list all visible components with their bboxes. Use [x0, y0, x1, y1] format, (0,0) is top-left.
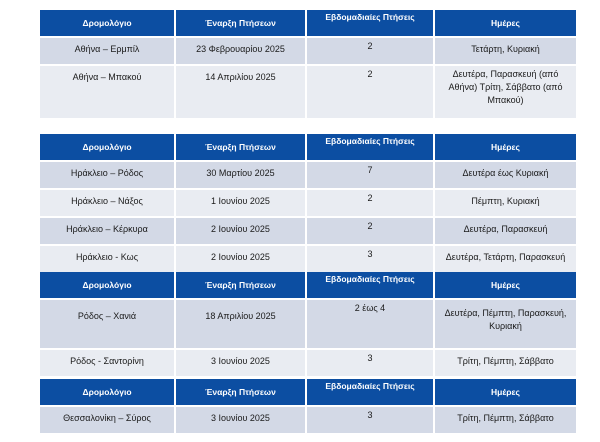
- start-cell: 2 Ιουνίου 2025: [176, 218, 305, 246]
- route-cell: Ηράκλειο - Κως: [40, 246, 174, 274]
- table-header-row: [40, 379, 576, 407]
- header-route: Δρομολόγιο: [40, 379, 174, 407]
- route-cell: Αθήνα – Μπακού: [40, 66, 174, 120]
- weekly-cell: 3: [307, 246, 433, 274]
- header-route: Δρομολόγιο: [40, 272, 174, 300]
- table-header-row: [40, 272, 576, 300]
- weekly-cell: 3: [307, 350, 433, 378]
- start-cell: 30 Μαρτίου 2025: [176, 162, 305, 190]
- table-row: [40, 162, 576, 190]
- header-weekly: Εβδομαδιαίες Πτήσεις: [307, 134, 433, 162]
- header-days: Ημέρες: [435, 379, 576, 407]
- table-header-row: [40, 10, 576, 38]
- start-cell: 3 Ιουνίου 2025: [176, 350, 305, 378]
- days-cell: Δευτέρα, Παρασκευή: [435, 218, 576, 246]
- route-cell: Ηράκλειο – Κέρκυρα: [40, 218, 174, 246]
- header-weekly: Εβδομαδιαίες Πτήσεις: [307, 272, 433, 300]
- routes-table-heraklion: [38, 134, 578, 274]
- weekly-cell: 7: [307, 162, 433, 190]
- header-days: Ημέρες: [435, 10, 576, 38]
- weekly-cell: 2: [307, 66, 433, 120]
- table-row: [40, 218, 576, 246]
- route-cell: Θεσσαλονίκη – Σύρος: [40, 407, 174, 435]
- weekly-cell: 2: [307, 38, 433, 66]
- days-cell: Πέμπτη, Κυριακή: [435, 190, 576, 218]
- table-row: [40, 300, 576, 350]
- header-start: Έναρξη Πτήσεων: [176, 272, 305, 300]
- days-cell: Τρίτη, Πέμπτη, Σάββατο: [435, 407, 576, 435]
- start-cell: 1 Ιουνίου 2025: [176, 190, 305, 218]
- start-cell: 23 Φεβρουαρίου 2025: [176, 38, 305, 66]
- table-header-row: [40, 134, 576, 162]
- table-row: [40, 350, 576, 378]
- route-cell: Ρόδος – Χανιά: [40, 300, 174, 350]
- weekly-cell: 2: [307, 190, 433, 218]
- weekly-cell: 3: [307, 407, 433, 435]
- weekly-cell: 2: [307, 218, 433, 246]
- days-cell: Δευτέρα, Τετάρτη, Παρασκευή: [435, 246, 576, 274]
- days-cell: Τετάρτη, Κυριακή: [435, 38, 576, 66]
- header-weekly: Εβδομαδιαίες Πτήσεις: [307, 379, 433, 407]
- routes-table-athens: [38, 10, 578, 120]
- routes-table-rhodes: [38, 272, 578, 378]
- start-cell: 18 Απριλίου 2025: [176, 300, 305, 350]
- header-weekly: Εβδομαδιαίες Πτήσεις: [307, 10, 433, 38]
- route-cell: Ηράκλειο – Νάξος: [40, 190, 174, 218]
- route-cell: Ηράκλειο – Ρόδος: [40, 162, 174, 190]
- days-cell: Δευτέρα, Πέμπτη, Παρασκευή, Κυριακή: [435, 300, 576, 350]
- route-cell: Αθήνα – Ερμπίλ: [40, 38, 174, 66]
- days-cell: Δευτέρα έως Κυριακή: [435, 162, 576, 190]
- header-route: Δρομολόγιο: [40, 134, 174, 162]
- header-start: Έναρξη Πτήσεων: [176, 134, 305, 162]
- table-row: [40, 38, 576, 66]
- table-row: [40, 190, 576, 218]
- start-cell: 2 Ιουνίου 2025: [176, 246, 305, 274]
- routes-table-thessaloniki: [38, 379, 578, 435]
- start-cell: 14 Απριλίου 2025: [176, 66, 305, 120]
- start-cell: 3 Ιουνίου 2025: [176, 407, 305, 435]
- header-start: Έναρξη Πτήσεων: [176, 10, 305, 38]
- header-days: Ημέρες: [435, 134, 576, 162]
- weekly-cell: 2 έως 4: [307, 300, 433, 350]
- table-row: [40, 66, 576, 120]
- header-route: Δρομολόγιο: [40, 10, 174, 38]
- days-cell: Δευτέρα, Παρασκευή (από Αθήνα) Τρίτη, Σάββατο (από Μπακού): [435, 66, 576, 120]
- header-days: Ημέρες: [435, 272, 576, 300]
- table-row: [40, 246, 576, 274]
- route-cell: Ρόδος - Σαντορίνη: [40, 350, 174, 378]
- days-cell: Τρίτη, Πέμπτη, Σάββατο: [435, 350, 576, 378]
- header-start: Έναρξη Πτήσεων: [176, 379, 305, 407]
- table-row: [40, 407, 576, 435]
